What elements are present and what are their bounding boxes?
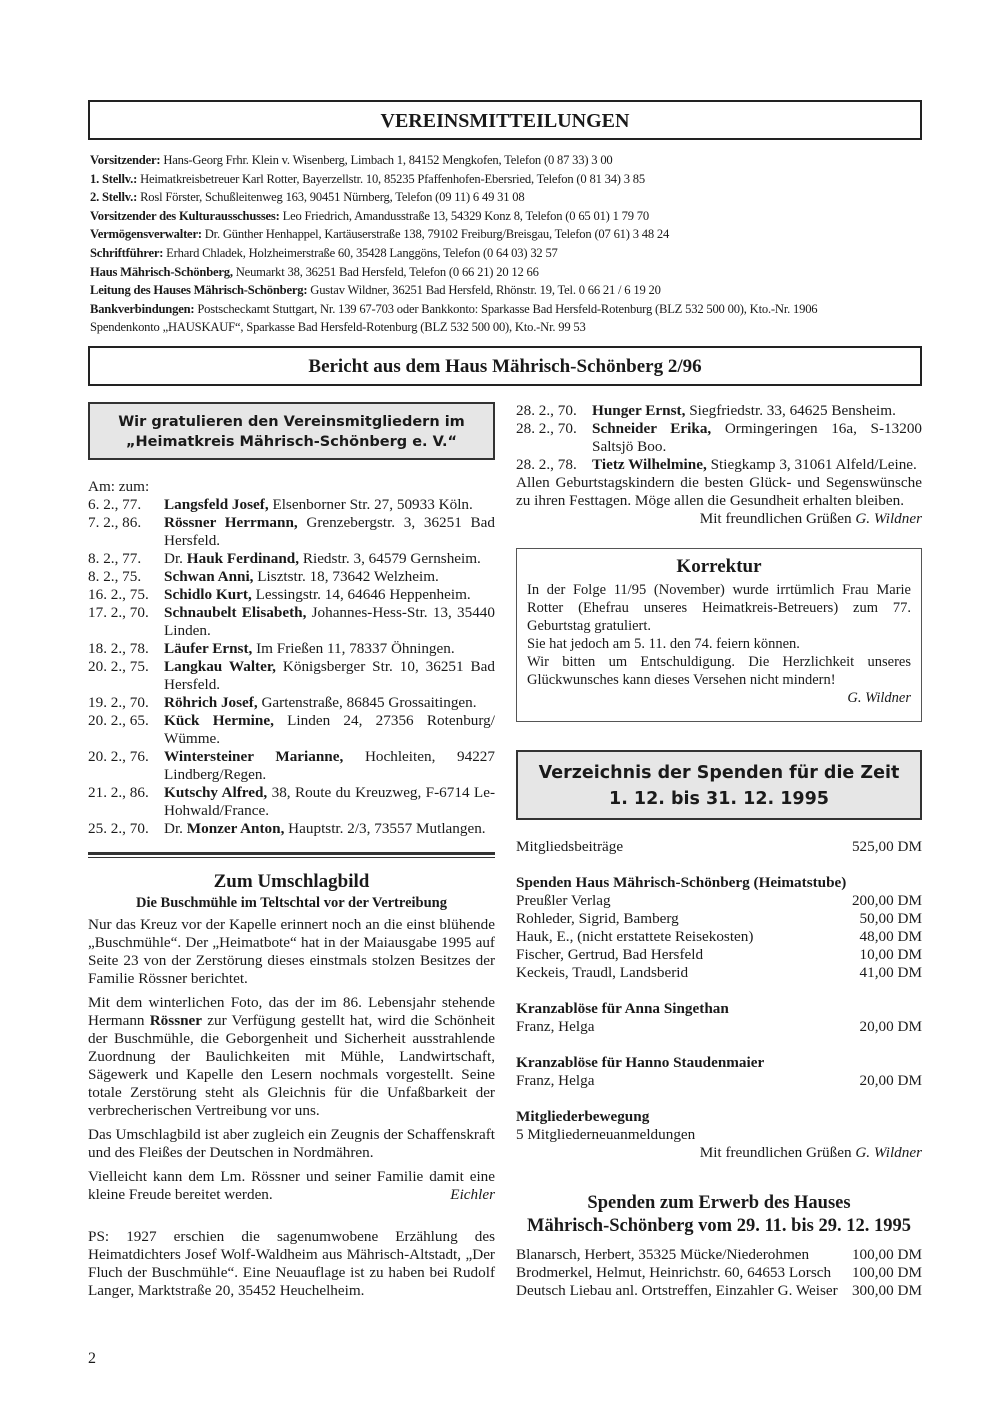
date: 20. 2., 75. bbox=[88, 658, 149, 675]
association-info bbox=[90, 151, 920, 337]
person-name: Kück Hermine, bbox=[164, 712, 274, 729]
k1-title: Kranzablöse für Anna Singethan bbox=[516, 1000, 729, 1017]
amount: 41,00 DM bbox=[859, 964, 922, 981]
person-name: Langkau Walter, bbox=[164, 658, 276, 675]
umschlag-p2 bbox=[88, 994, 495, 1120]
gratulation-line1: Wir gratulieren den Vereinsmitgliedern im bbox=[118, 414, 465, 430]
haus-list bbox=[516, 892, 922, 982]
info-label: Leitung des Hauses Mährisch-Schönberg: bbox=[90, 283, 308, 298]
erwerb-title2: Mährisch-Schönberg vom 29. 11. bis 29. 12. 1995 bbox=[527, 1216, 911, 1236]
date: 21. 2., 86. bbox=[88, 784, 149, 801]
page-number: 2 bbox=[88, 1350, 96, 1367]
k2-title: Kranzablöse für Hanno Staudenmaier bbox=[516, 1054, 765, 1071]
birthday-entry bbox=[88, 658, 495, 694]
mb-text: 5 Mitgliederneuanmeldungen bbox=[516, 1126, 696, 1143]
address: Im Frießen 11, 78337 Öhningen. bbox=[252, 640, 455, 657]
entry-text bbox=[164, 550, 495, 568]
korrektur-sign: G. Wildner bbox=[847, 690, 911, 706]
person-name: Schidlo Kurt, bbox=[164, 586, 252, 603]
text: Mit dem winterlichen Foto, das der im 86. Lebensjahr stehende Hermann bbox=[88, 994, 495, 1029]
date: 28. 2., 70. bbox=[516, 420, 577, 437]
birthday-entry bbox=[516, 402, 922, 420]
info-text: Heimatkreisbetreuer Karl Rotter, Bayerzellstr. 10, 85235 Pfaffenhofen-Ebersried, Telefon (0 81 34) 3 85 bbox=[137, 171, 645, 186]
bericht-box bbox=[88, 346, 922, 386]
amount: 10,00 DM bbox=[859, 946, 922, 963]
label: Mitgliedsbeiträge bbox=[516, 838, 624, 855]
address: Lessingstr. 14, 64646 Heppenheim. bbox=[251, 586, 471, 603]
info-label: Bankverbindungen: bbox=[90, 301, 195, 316]
date: 20. 2., 76. bbox=[88, 748, 149, 765]
address: Königsberger Str. 10, 36251 Bad Hersfeld. bbox=[164, 658, 495, 693]
donor: Rohleder, Sigrid, Bamberg bbox=[516, 910, 679, 927]
person-name: Rössner Herrmann, bbox=[164, 514, 298, 531]
info-label: Haus Mährisch-Schönberg, bbox=[90, 264, 233, 279]
info-line bbox=[90, 244, 920, 263]
donation-row bbox=[516, 1246, 922, 1264]
person-name: Monzer Anton, bbox=[186, 820, 285, 837]
am-zum: Am: zum: bbox=[88, 478, 150, 495]
birthday-entry bbox=[516, 456, 922, 474]
address: Hochleiten, 94227 Lindberg/Regen. bbox=[164, 748, 495, 783]
person-name: Hunger Ernst, bbox=[592, 402, 686, 419]
name: Franz, Helga bbox=[516, 1018, 595, 1035]
address: 38, Route du Kreuzweg, F-6714 Le-Hohwald/France. bbox=[164, 784, 495, 819]
greeting2 bbox=[516, 1144, 922, 1162]
erwerb-title bbox=[516, 1192, 922, 1238]
header-title: VEREINSMITTEILUNGEN bbox=[380, 110, 630, 132]
entry-text bbox=[164, 694, 495, 712]
birthday-entry bbox=[88, 784, 495, 820]
entry-text bbox=[164, 496, 495, 514]
donor: Brodmerkel, Helmut, Heinrichstr. 60, 64653 Lorsch bbox=[516, 1264, 832, 1281]
donation-row bbox=[516, 892, 922, 910]
person-name: Tietz Wilhelmine, bbox=[592, 456, 707, 473]
bericht-title: Bericht aus dem Haus Mährisch-Schönberg 2/96 bbox=[308, 356, 702, 377]
person-name: Wintersteiner Marianne, bbox=[164, 748, 344, 765]
address: Elsenborner Str. 27, 50933 Köln. bbox=[268, 496, 473, 513]
address: Linden 24, 27356 Rotenburg/ Wümme. bbox=[164, 712, 495, 747]
date: 28. 2., 70. bbox=[516, 402, 577, 419]
birthday-entry bbox=[88, 514, 495, 550]
info-label: 1. Stellv.: bbox=[90, 171, 138, 186]
spenden-title2: 1. 12. bis 31. 12. 1995 bbox=[609, 789, 829, 809]
person-name: Schneider Erika, bbox=[592, 420, 712, 437]
donor: Fischer, Gertrud, Bad Hersfeld bbox=[516, 946, 704, 963]
name-bold: Rössner bbox=[149, 1012, 203, 1029]
entry-text bbox=[164, 604, 495, 640]
umschlag-p1: Nur das Kreuz vor der Kapelle erinnert noch an die einst blühende „Buschmühle“. Der „Heimatbote“ hat in der Maiausgabe 1995 auf Seite 23 von der Zerstörung dieses einstmals stolzen Besitzes der Familie Rössner berichtet. bbox=[88, 916, 495, 987]
address: Stiegkamp 3, 31061 Alfeld/Leine. bbox=[706, 456, 917, 473]
umschlag-p3: Das Umschlagbild ist aber zugleich ein Zeugnis der Schaffenskraft und des Fleißes der Deutschen in Nordmähren. bbox=[88, 1126, 495, 1161]
date: 16. 2., 75. bbox=[88, 586, 149, 603]
date: 6. 2., 77. bbox=[88, 496, 142, 513]
person-name: Schwan Anni, bbox=[164, 568, 254, 585]
entry-text bbox=[164, 640, 495, 658]
birthday-entry bbox=[88, 748, 495, 784]
text: zur Verfügung gestellt hat, wird die Schönheit der Buschmühle, die Geborgenheit und Sicherheit ausstrahlende Zuordnung der Baulichkeiten mit Mühle, Landwirtschaft, Sägewerk und Kapelle den Lesern nochmals vorgestellt. Seine totale Zerstörung steht als Gleichnis für die Unfaßbarkeit der verbrecherischen Vertreibung vor uns. bbox=[88, 1012, 496, 1119]
entry-text bbox=[164, 820, 495, 838]
donation-row bbox=[516, 1282, 922, 1300]
person-name: Läufer Ernst, bbox=[164, 640, 253, 657]
info-line bbox=[90, 263, 920, 282]
donor: Deutsch Liebau anl. Ortstreffen, Einzahler G. Weiser bbox=[516, 1282, 838, 1299]
birthday-list-left bbox=[88, 496, 495, 838]
spenden-box bbox=[516, 750, 922, 820]
amount: 48,00 DM bbox=[859, 928, 922, 945]
person-name: Langsfeld Josef, bbox=[164, 496, 269, 513]
birthday-list-right bbox=[516, 402, 922, 474]
date: 8. 2., 75. bbox=[88, 568, 142, 585]
address: Johannes-Hess-Str. 13, 35440 Linden. bbox=[164, 604, 495, 639]
info-line bbox=[90, 318, 920, 337]
entry-text bbox=[592, 402, 922, 420]
wishes: Allen Geburtstagskindern die besten Glück- und Segenswünsche zu ihren Festtagen. Möge allen die Gesundheit erhalten bleiben. bbox=[516, 474, 922, 509]
birthday-entry bbox=[88, 586, 495, 604]
date: 7. 2., 86. bbox=[88, 514, 142, 531]
entry-text bbox=[592, 456, 922, 474]
donation-row bbox=[516, 928, 922, 946]
donor: Hauk, E., (nicht erstattete Reisekosten) bbox=[516, 928, 754, 945]
signer: G. Wildner bbox=[855, 1144, 922, 1161]
k1-row bbox=[516, 1018, 922, 1036]
amount: 200,00 DM bbox=[851, 892, 922, 909]
info-label: Vermögensverwalter: bbox=[90, 227, 202, 242]
birthday-entry bbox=[88, 820, 495, 838]
umschlag-title: Zum Umschlagbild bbox=[213, 871, 370, 892]
info-label: Schriftführer: bbox=[90, 245, 164, 260]
signature: Eichler bbox=[450, 1186, 495, 1203]
info-label: 2. Stellv.: bbox=[90, 190, 138, 205]
entry-text bbox=[164, 784, 495, 820]
info-text: Dr. Günther Henhappel, Kartäuserstraße 138, 79102 Freiburg/Breisgau, Telefon (07 61) 3 48 24 bbox=[201, 227, 670, 242]
amount: 50,00 DM bbox=[859, 910, 922, 927]
entry-text bbox=[164, 658, 495, 694]
k2-row bbox=[516, 1072, 922, 1090]
text: Vielleicht kann dem Lm. Rössner und seiner Familie damit eine kleine Freude bereitet werden. bbox=[88, 1168, 495, 1203]
greeting-text: Mit freundlichen Grüßen bbox=[699, 510, 856, 527]
date: 20. 2., 65. bbox=[88, 712, 149, 729]
info-text: Spendenkonto „HAUSKAUF“, Sparkasse Bad Hersfeld-Rotenburg (BLZ 532 500 00), Kto.-Nr. 99 53 bbox=[90, 320, 586, 335]
donation-row bbox=[516, 964, 922, 982]
person-name: Kutschy Alfred, bbox=[164, 784, 268, 801]
info-text: Neumarkt 38, 36251 Bad Hersfeld, Telefon (0 66 21) 20 12 66 bbox=[232, 264, 539, 279]
birthday-entry bbox=[88, 568, 495, 586]
amount: 20,00 DM bbox=[859, 1072, 922, 1089]
info-line bbox=[90, 225, 920, 244]
info-text: Leo Friedrich, Amandusstraße 13, 54329 Konz 8, Telefon (0 65 01) 1 79 70 bbox=[279, 208, 649, 223]
erwerb-title1: Spenden zum Erwerb des Hauses bbox=[587, 1193, 851, 1213]
info-line bbox=[90, 207, 920, 226]
header-box bbox=[88, 100, 922, 140]
person-name: Röhrich Josef, bbox=[164, 694, 258, 711]
birthday-entry bbox=[516, 420, 922, 456]
korrektur-p3: Wir bitten um Entschuldigung. Die Herzlichkeit unseres Glückwunsches kann dieses Versehen nicht mindern! bbox=[527, 654, 911, 688]
info-line bbox=[90, 170, 920, 189]
person-name: Hauk Ferdinand, bbox=[186, 550, 300, 567]
address: Siegfriedstr. 33, 64625 Bensheim. bbox=[685, 402, 896, 419]
spenden-title1: Verzeichnis der Spenden für die Zeit bbox=[538, 763, 900, 783]
greeting-text: Mit freundlichen Grüßen bbox=[699, 1144, 856, 1161]
address: Ormingeringen 16a, S-13200 Saltsjö Boo. bbox=[592, 420, 923, 455]
info-label: Vorsitzender des Kulturausschusses: bbox=[90, 208, 280, 223]
info-line bbox=[90, 151, 920, 170]
mb-title: Mitgliederbewegung bbox=[516, 1108, 650, 1125]
info-text: Hans-Georg Frhr. Klein v. Wisenberg, Limbach 1, 84152 Mengkofen, Telefon (0 87 33) 3 00 bbox=[160, 153, 613, 167]
birthday-entry bbox=[88, 604, 495, 640]
date: 19. 2., 70. bbox=[88, 694, 149, 711]
info-text: Postscheckamt Stuttgart, Nr. 139 67-703 oder Bankkonto: Sparkasse Bad Hersfeld-Rotenburg (BLZ 532 500 00), Kto.-Nr. 1906 bbox=[194, 301, 818, 316]
address: Lisztstr. 18, 73642 Welzheim. bbox=[253, 568, 439, 585]
erwerb-list bbox=[516, 1246, 922, 1300]
umschlag-ps: PS: 1927 erschien die sagenumwobene Erzählung des Heimatdichters Josef Wolf-Waldheim aus Mährisch-Altstadt, „Der Fluch der Buschmühle“. Eine Neuauflage ist zu haben bei Rudolf Langer, Marktstraße 20, 35452 Heuchelheim. bbox=[88, 1228, 495, 1299]
donation-row bbox=[516, 910, 922, 928]
korrektur-title: Korrektur bbox=[676, 556, 762, 577]
date: 25. 2., 70. bbox=[88, 820, 149, 837]
korrektur-p2: Sie hat jedoch am 5. 11. den 74. feiern können. bbox=[527, 636, 800, 652]
info-line bbox=[90, 281, 920, 300]
amount: 100,00 DM bbox=[851, 1246, 922, 1263]
right-column bbox=[516, 402, 922, 1300]
korrektur-p1: In der Folge 11/95 (November) wurde irrtümlich Frau Marie Rotter (Ehefrau unseres Heimatkreis-Betreuers) zum 77. Geburtstag gratuliert. bbox=[527, 582, 911, 634]
amount: 525,00 DM bbox=[851, 838, 922, 855]
birthday-entry bbox=[88, 640, 495, 658]
signer: G. Wildner bbox=[855, 510, 922, 527]
umschlag-subtitle: Die Buschmühle im Teltschtal vor der Vertreibung bbox=[136, 895, 447, 911]
donor: Keckeis, Traudl, Landsberid bbox=[516, 964, 689, 981]
gratulation-box bbox=[88, 402, 495, 460]
entry-text bbox=[164, 712, 495, 748]
entry-text bbox=[164, 586, 495, 604]
korrektur-box bbox=[516, 548, 922, 722]
info-label: Vorsitzender: bbox=[90, 153, 161, 167]
address: Grenzebergstr. 3, 36251 Bad Hersfeld. bbox=[164, 514, 495, 549]
left-column bbox=[88, 402, 495, 1306]
info-text: Rosl Förster, Schußleitenweg 163, 90451 Nürnberg, Telefon (09 11) 6 49 31 08 bbox=[137, 190, 525, 205]
address: Riedstr. 3, 64579 Gernsheim. bbox=[299, 550, 481, 567]
amount: 20,00 DM bbox=[859, 1018, 922, 1035]
name: Franz, Helga bbox=[516, 1072, 595, 1089]
birthday-entry bbox=[88, 694, 495, 712]
entry-text bbox=[592, 420, 922, 456]
address: Gartenstraße, 86845 Grossaitingen. bbox=[257, 694, 477, 711]
divider bbox=[88, 852, 495, 858]
umschlag-p4 bbox=[88, 1168, 495, 1204]
donation-row bbox=[516, 1264, 922, 1282]
entry-text bbox=[164, 748, 495, 784]
birthday-entry bbox=[88, 496, 495, 514]
info-line bbox=[90, 188, 920, 207]
address: Hauptstr. 2/3, 73557 Mutlangen. bbox=[284, 820, 486, 837]
date: 8. 2., 77. bbox=[88, 550, 142, 567]
haus-title: Spenden Haus Mährisch-Schönberg (Heimatstube) bbox=[516, 874, 847, 891]
donor: Preußler Verlag bbox=[516, 892, 611, 909]
info-text: Erhard Chladek, Holzheimerstraße 60, 35428 Langgöns, Telefon (0 64 03) 32 57 bbox=[163, 245, 558, 260]
prefix: Dr. bbox=[164, 820, 187, 837]
date: 28. 2., 78. bbox=[516, 456, 577, 473]
gratulation-line2: „Heimatkreis Mährisch-Schönberg e. V.“ bbox=[125, 434, 457, 450]
info-text: Gustav Wildner, 36251 Bad Hersfeld, Rhönstr. 19, Tel. 0 66 21 / 6 19 20 bbox=[307, 283, 661, 298]
date: 18. 2., 78. bbox=[88, 640, 149, 657]
beitraege-row bbox=[516, 838, 922, 856]
entry-text bbox=[164, 568, 495, 586]
donation-row bbox=[516, 946, 922, 964]
amount: 300,00 DM bbox=[851, 1282, 922, 1299]
person-name: Schnaubelt Elisabeth, bbox=[164, 604, 307, 621]
prefix: Dr. bbox=[164, 550, 187, 567]
donor: Blanarsch, Herbert, 35325 Mücke/Niederohmen bbox=[516, 1246, 810, 1263]
entry-text bbox=[164, 514, 495, 550]
greeting bbox=[516, 510, 922, 528]
info-line bbox=[90, 300, 920, 319]
date: 17. 2., 70. bbox=[88, 604, 149, 621]
birthday-entry bbox=[88, 550, 495, 568]
amount: 100,00 DM bbox=[851, 1264, 922, 1281]
birthday-entry bbox=[88, 712, 495, 748]
